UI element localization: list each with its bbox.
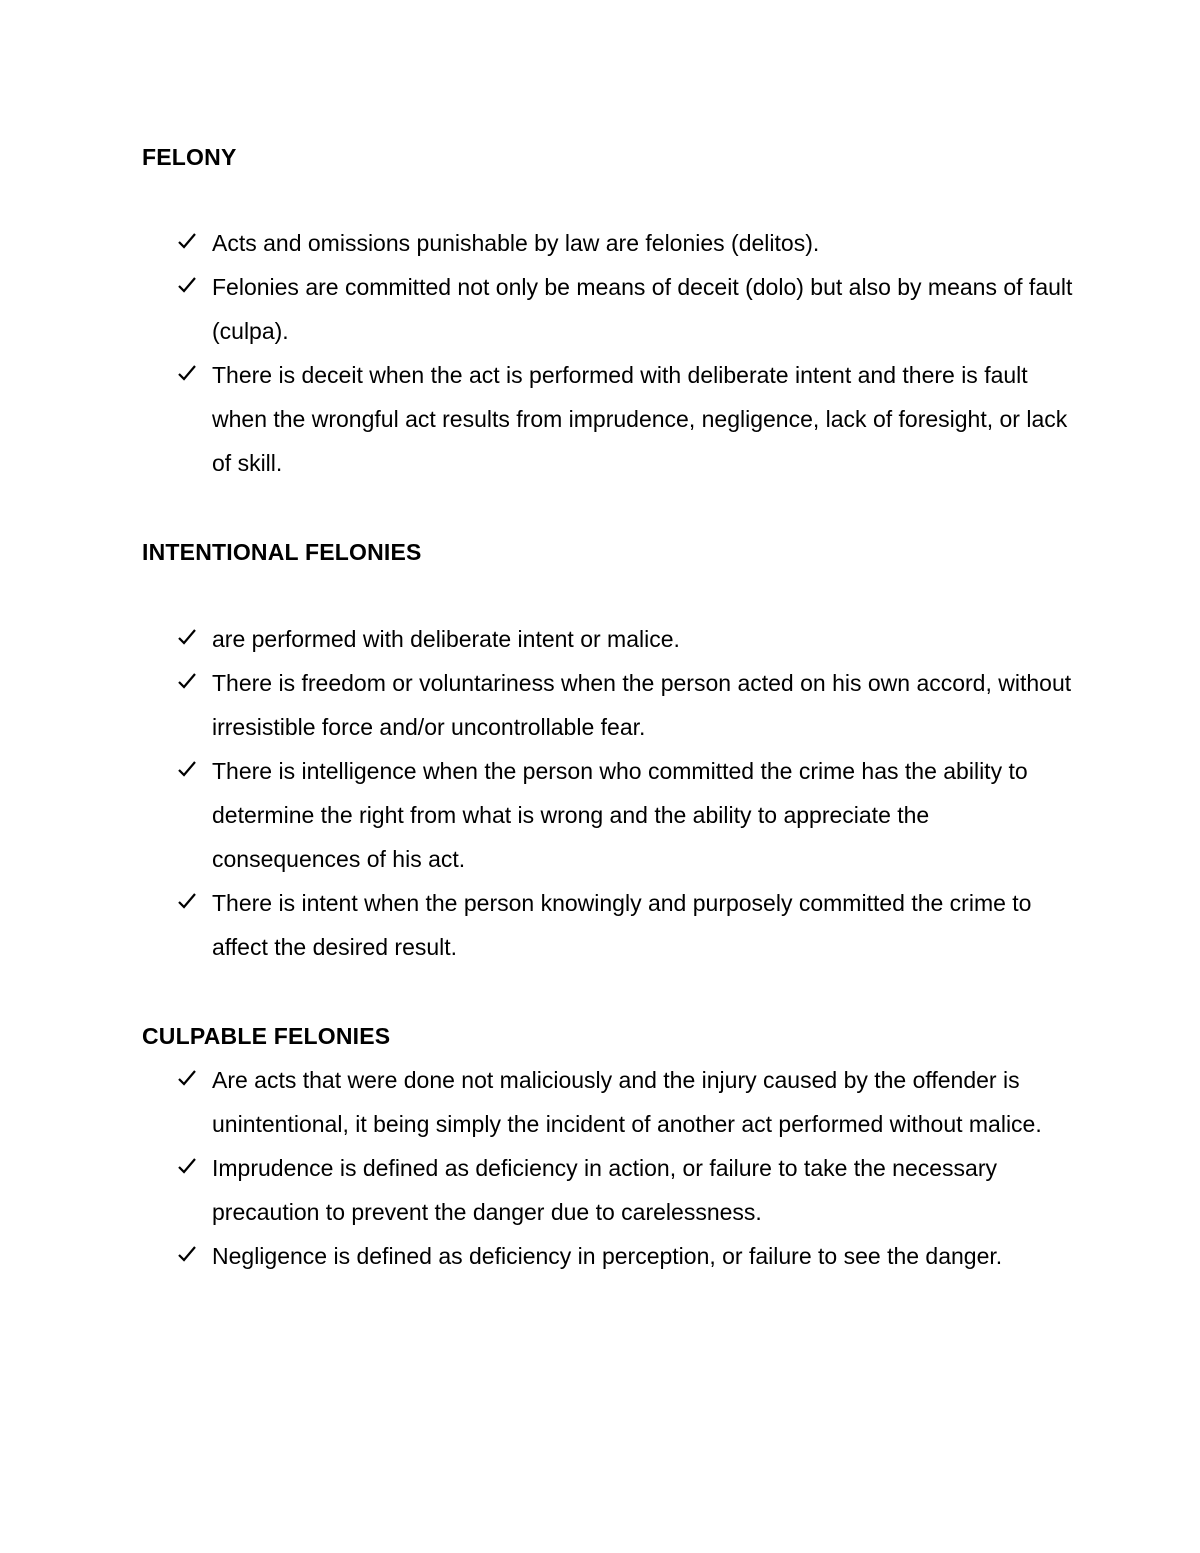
checkmark-icon — [176, 749, 198, 793]
checkmark-icon — [176, 353, 198, 397]
checkmark-icon — [176, 1058, 198, 1102]
list-item-text: Acts and omissions punishable by law are felonies (delitos). — [212, 230, 820, 256]
list-item-text: are performed with deliberate intent or malice. — [212, 626, 680, 652]
list-item-text: Imprudence is defined as deficiency in action, or failure to take the necessary precaution to prevent the danger due to carelessness. — [212, 1155, 997, 1225]
list-item — [176, 749, 1076, 881]
checkmark-icon — [176, 1234, 198, 1278]
list-item — [176, 617, 1076, 661]
list-item-text: There is intent when the person knowingly and purposely committed the crime to affect the desired result. — [212, 890, 1032, 960]
section-heading-intentional-felonies: INTENTIONAL FELONIES — [142, 539, 422, 565]
list-item — [176, 661, 1076, 749]
checkmark-icon — [176, 661, 198, 705]
list-item — [176, 881, 1076, 969]
list-item-text: Negligence is defined as deficiency in perception, or failure to see the danger. — [212, 1243, 1003, 1269]
list-item — [176, 353, 1076, 485]
list-item-text: Are acts that were done not maliciously and the injury caused by the offender is unintentional, it being simply the incident of another act performed without malice. — [212, 1067, 1042, 1137]
list-item — [176, 221, 1076, 265]
list-item-text: There is freedom or voluntariness when the person acted on his own accord, without irresistible force and/or uncontrollable fear. — [212, 670, 1072, 740]
checkmark-icon — [176, 1146, 198, 1190]
section-heading-culpable-felonies: CULPABLE FELONIES — [142, 1023, 391, 1049]
checkmark-icon — [176, 617, 198, 661]
checkmark-icon — [176, 265, 198, 309]
list-item — [176, 1146, 1076, 1234]
list-item-text: There is intelligence when the person who committed the crime has the ability to determine the right from what is wrong and the ability to appreciate the consequences of his act. — [212, 758, 1028, 872]
section-heading-felony: FELONY — [142, 144, 237, 170]
culpable-felonies-list — [176, 1058, 1076, 1278]
list-item-text: Felonies are committed not only be means of deceit (dolo) but also by means of fault (culpa). — [212, 274, 1073, 344]
list-item — [176, 1234, 1076, 1278]
intentional-felonies-list — [176, 617, 1076, 969]
checkmark-icon — [176, 881, 198, 925]
list-item — [176, 1058, 1076, 1146]
list-item — [176, 265, 1076, 353]
checkmark-icon — [176, 221, 198, 265]
felony-list — [176, 221, 1076, 485]
list-item-text: There is deceit when the act is performed with deliberate intent and there is fault when the wrongful act results from imprudence, negligence, lack of foresight, or lack of skill. — [212, 362, 1068, 476]
